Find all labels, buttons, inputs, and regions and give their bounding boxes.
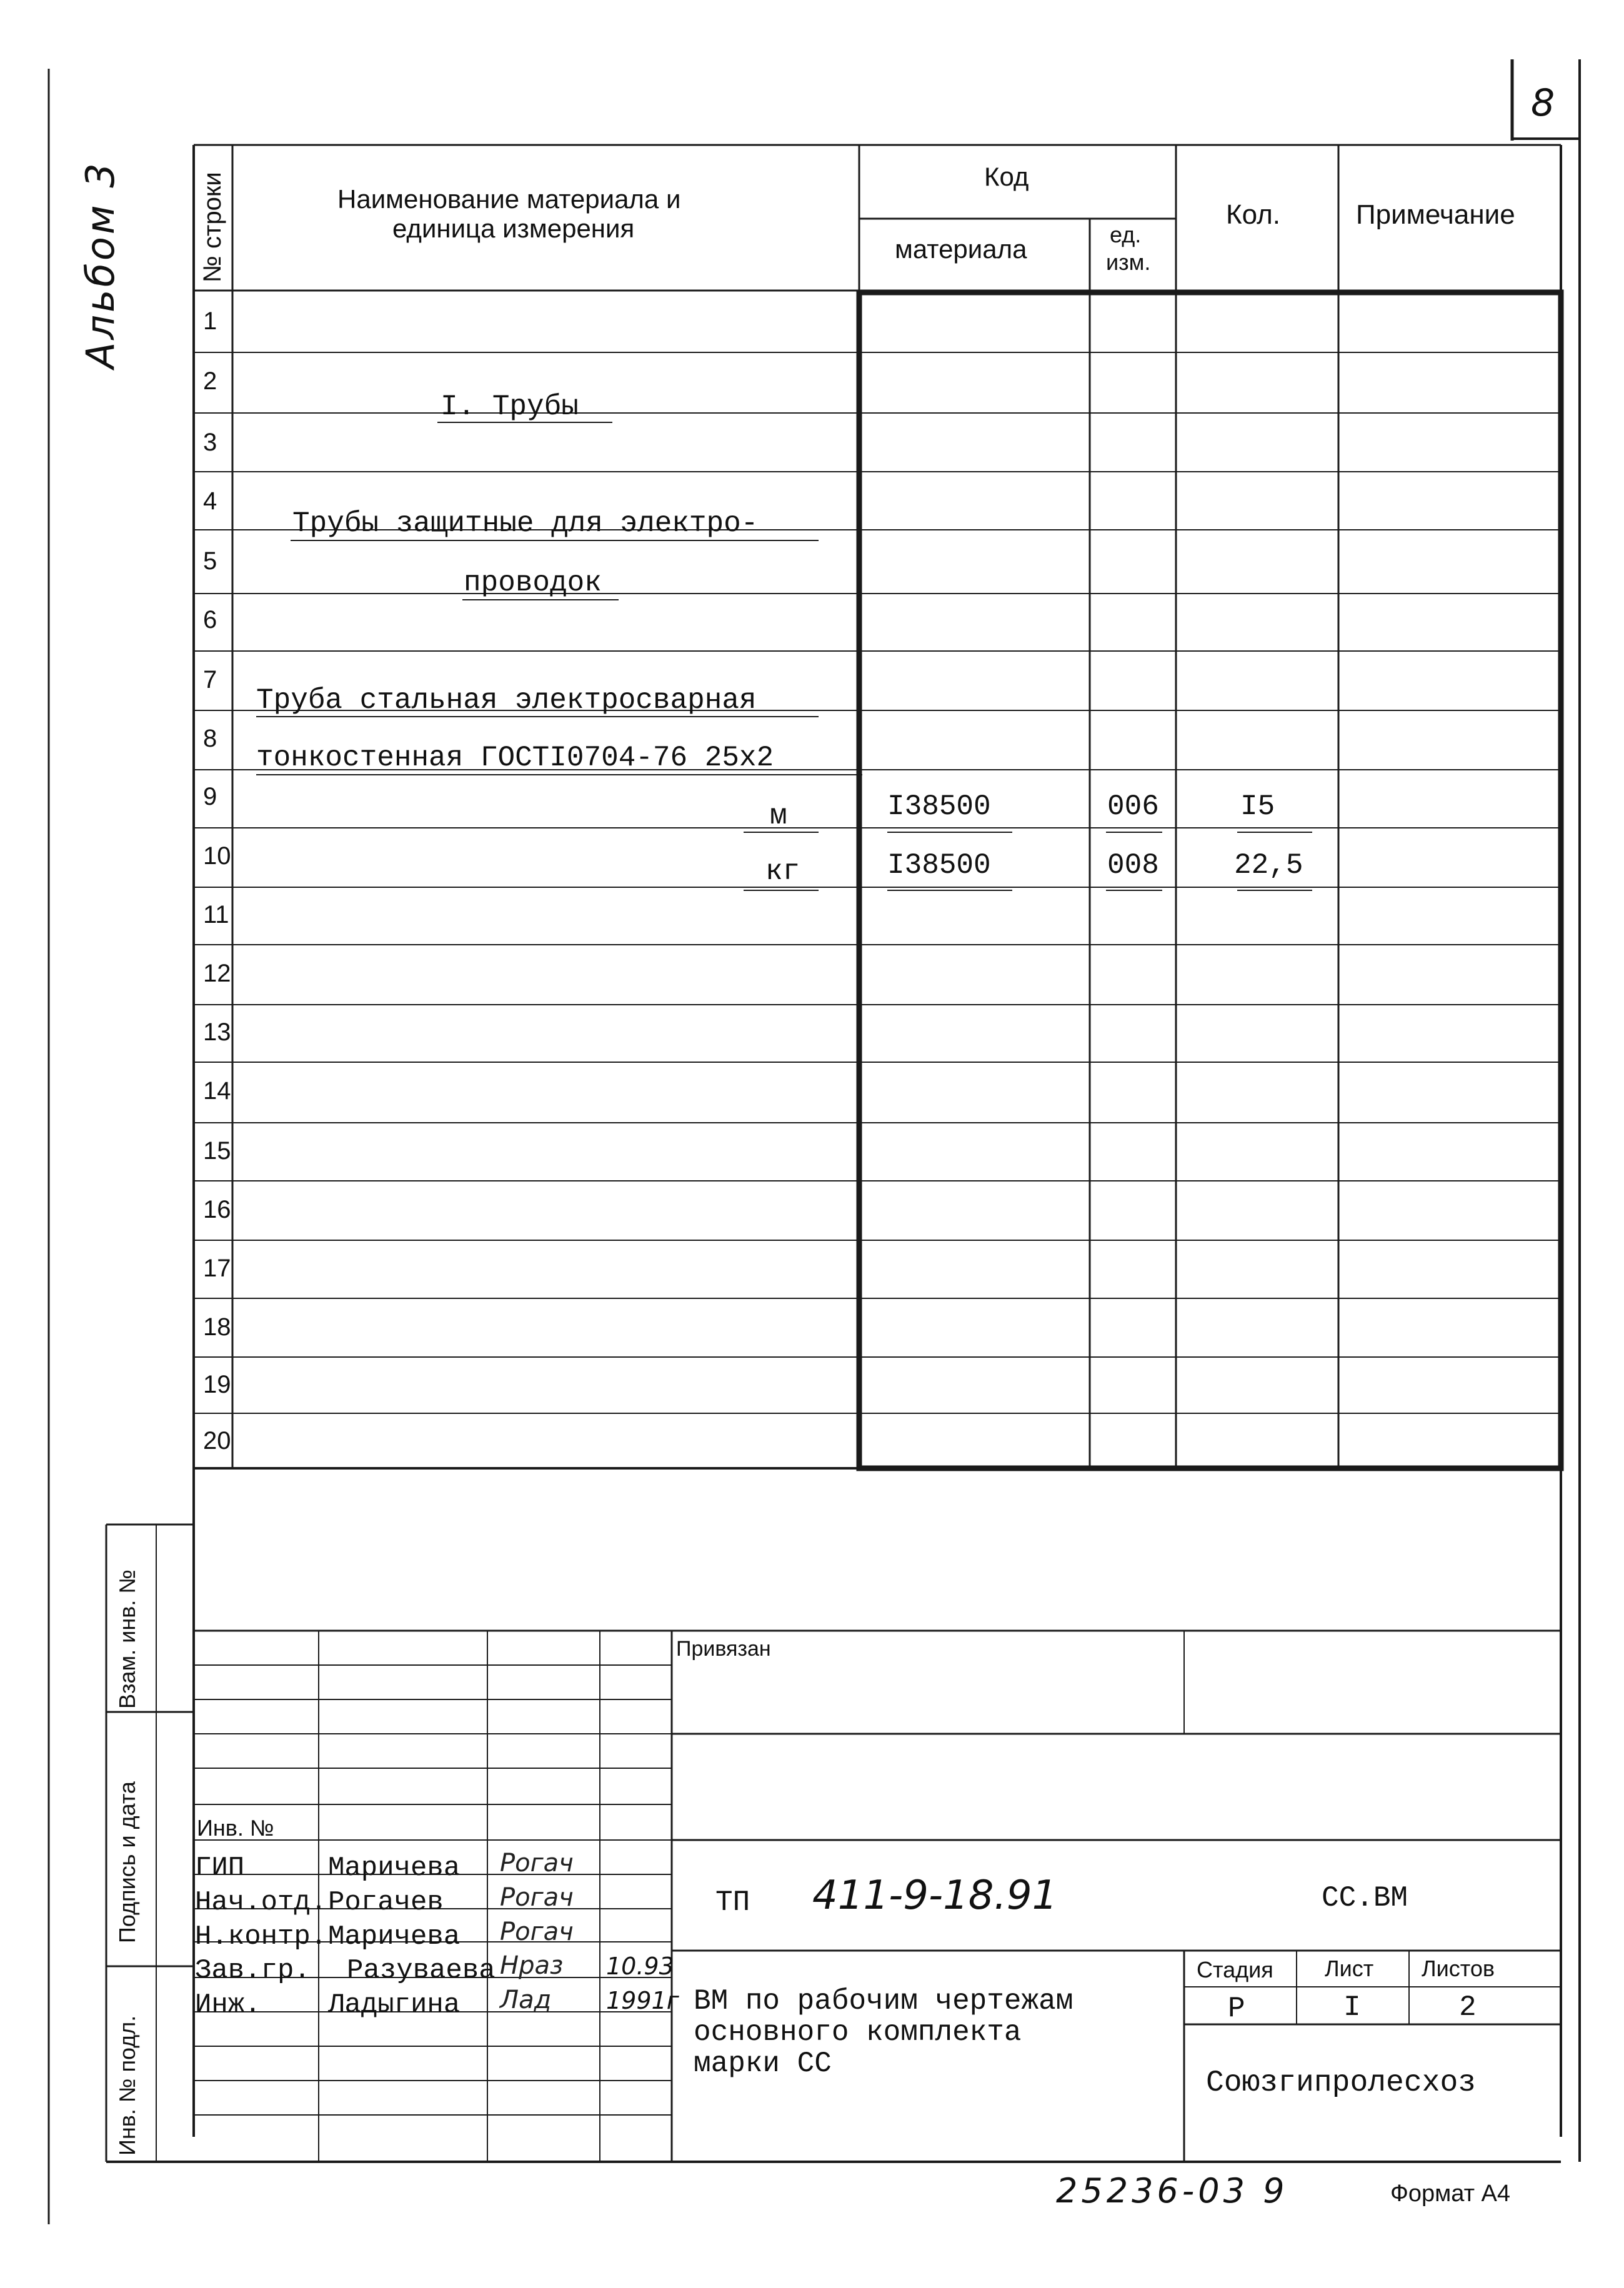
sheet-value: I (1343, 1991, 1361, 2024)
row-number: 3 (203, 429, 217, 456)
row10-unit-code: 008 (1107, 849, 1159, 882)
item-description-line2: тонкостенная ГОСТI0704-76 25х2 (256, 742, 774, 774)
signatory-role: Н.контр. (195, 1921, 327, 1952)
stage-value: Р (1228, 1992, 1245, 2025)
signature-date: 1991г (606, 1987, 679, 2014)
header-name-line1: Наименование материала и (337, 184, 681, 214)
header-row-number: № строки (199, 172, 226, 282)
header-unit-line1: ед. (1110, 222, 1142, 247)
header-unit-line2: изм. (1106, 249, 1151, 275)
side-label-replacement-inv: Взам. инв. № (114, 1569, 140, 1709)
archive-number: 25236-03 9 (1056, 2171, 1288, 2211)
project-number: 411-9-18.91 (812, 1873, 1058, 1919)
description-line1: ВМ по рабочим чертежам (694, 1985, 1074, 2017)
row-number: 7 (203, 666, 217, 694)
header-name-line2: единица измерения (392, 214, 635, 243)
subtitle-line1: Трубы защитные для электро- (292, 507, 759, 540)
organization-name: Союзгипролесхоз (1206, 2066, 1477, 2100)
signature: Лад (500, 1986, 552, 2014)
signatory-role: Инж. (195, 1989, 261, 2021)
header-material: материала (895, 234, 1027, 264)
sheets-value: 2 (1459, 1991, 1477, 2024)
section-title: I. Трубы (441, 390, 579, 423)
row9-material-code: I38500 (887, 790, 991, 823)
header-note: Примечание (1356, 199, 1515, 230)
row-number: 11 (203, 901, 229, 928)
signature: Рогач (500, 1917, 574, 1946)
format-label: Формат А4 (1390, 2181, 1511, 2207)
row-number: 8 (203, 725, 217, 752)
row-number: 15 (203, 1137, 231, 1165)
signature: Нраз (500, 1951, 564, 1980)
signatory-role: ГИП (195, 1853, 245, 1884)
row-number: 18 (203, 1313, 231, 1341)
margin-album-note: Альбом 3 (77, 161, 123, 369)
row-number: 14 (203, 1077, 231, 1105)
row9-quantity: I5 (1240, 790, 1275, 823)
row10-quantity: 22,5 (1234, 849, 1303, 882)
drawing-mark: СС.ВМ (1322, 1882, 1408, 1914)
row-number: 6 (203, 606, 217, 634)
subtitle-line2: проводок (464, 567, 602, 599)
signatory-name: Маричева (328, 1853, 461, 1884)
row-number: 12 (203, 960, 231, 987)
signature-date: 10.93 (606, 1952, 674, 1980)
row-number: 20 (203, 1427, 231, 1455)
label-privyazan: Привязан (676, 1637, 771, 1661)
row-number: 5 (203, 547, 217, 575)
description-line3: марки СС (694, 2047, 832, 2080)
label-sheet: Лист (1325, 1956, 1374, 1981)
row-number: 16 (203, 1196, 231, 1223)
row10-material-code: I38500 (887, 849, 991, 882)
item-description-line1: Труба стальная электросварная (256, 684, 757, 717)
row9-unit-code: 006 (1107, 790, 1159, 823)
signatory-role: Нач.отд. (195, 1887, 327, 1918)
signatory-name: Рогачев (328, 1887, 444, 1918)
row10-unit: кг (765, 855, 800, 888)
signature: Рогач (500, 1849, 574, 1878)
row-number: 1 (203, 307, 217, 335)
header-quantity: Кол. (1226, 199, 1281, 230)
side-label-signature-date: Подпись и дата (114, 1781, 140, 1943)
header-code: Код (984, 162, 1029, 191)
row-number: 10 (203, 842, 231, 870)
row-number: 9 (203, 783, 217, 810)
row-number: 19 (203, 1371, 231, 1398)
row-number: 13 (203, 1018, 231, 1046)
side-label-original-inv: Инв. № подл. (114, 2015, 140, 2156)
signatory-name: Ладыгина (328, 1989, 461, 2021)
project-prefix: ТП (715, 1886, 750, 1919)
page-number: 8 (1531, 81, 1555, 125)
row-number: 4 (203, 487, 217, 515)
label-stage: Стадия (1197, 1957, 1273, 1982)
row-number: 2 (203, 367, 217, 395)
label-sheets: Листов (1422, 1956, 1495, 1981)
label-inv-no: Инв. № (197, 1815, 274, 1841)
row9-unit: м (770, 800, 787, 832)
signatory-name: Разуваева (347, 1955, 496, 1986)
signatory-name: Маричева (328, 1921, 461, 1952)
signature: Рогач (500, 1883, 574, 1912)
signatory-role: Зав.гр. (195, 1955, 311, 1986)
description-line2: основного комплекта (694, 2016, 1022, 2049)
row-number: 17 (203, 1255, 231, 1282)
